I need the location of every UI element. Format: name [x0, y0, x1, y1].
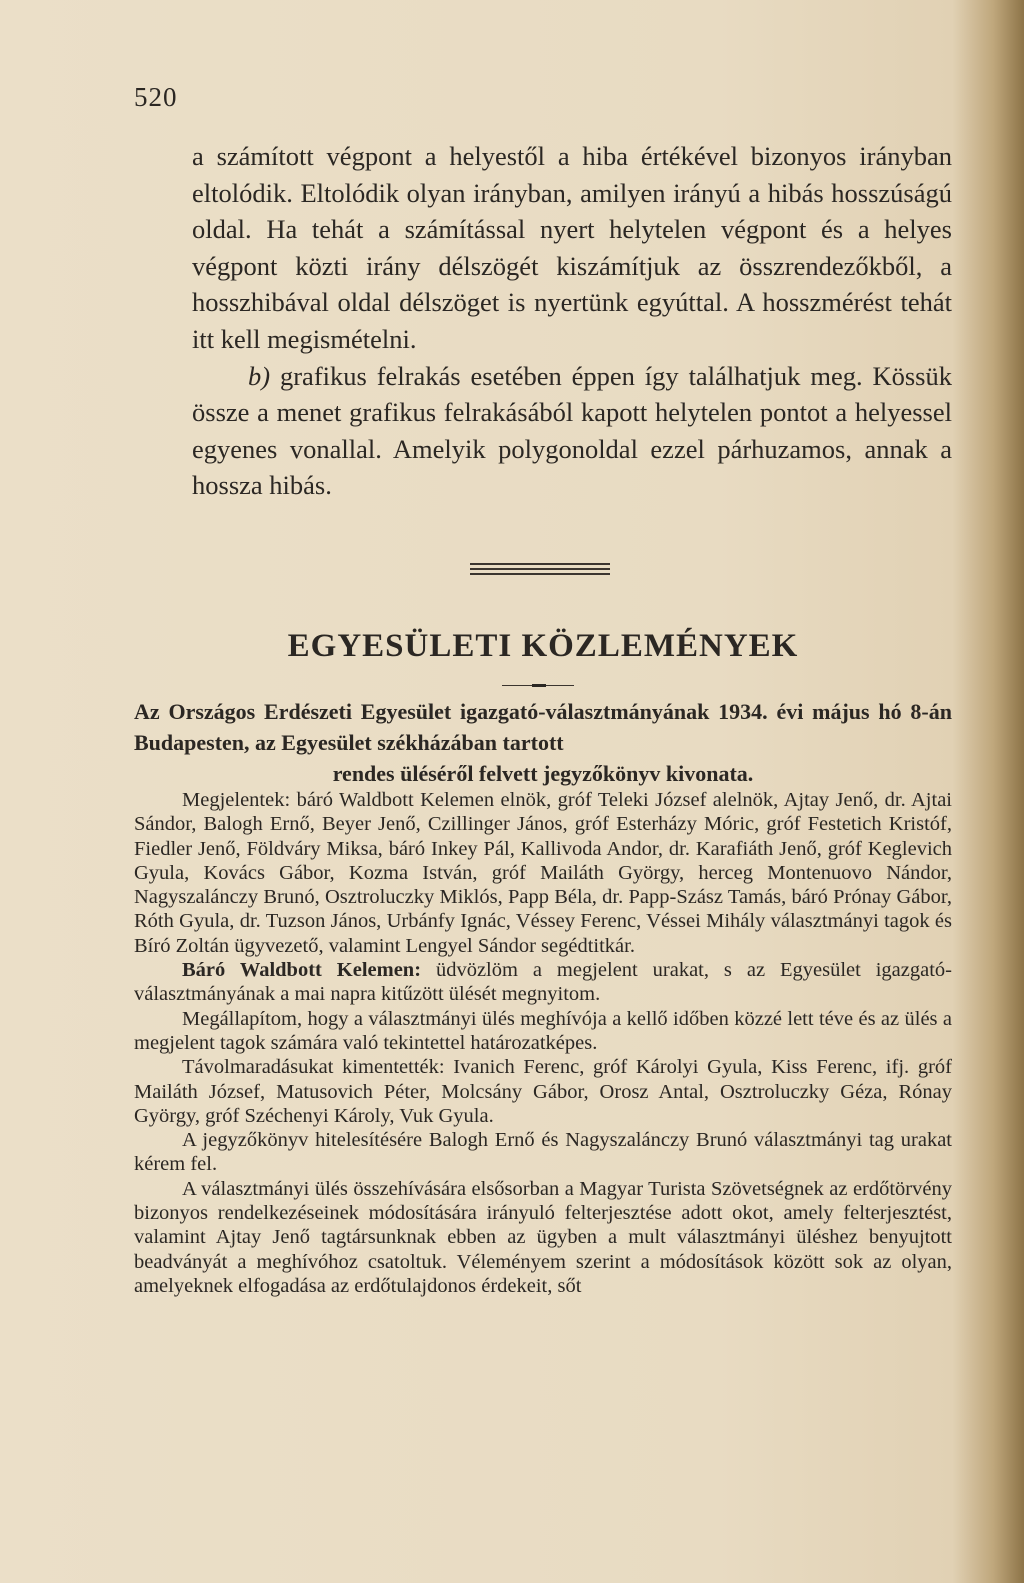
continued-text-section — [192, 138, 952, 504]
section-heading: EGYESÜLETI KÖZLEMÉNYEK — [287, 628, 799, 664]
quorum-paragraph: Megállapítom, hogy a választmányi ülés meghívója a kellő időben közzé lett téve és az ülés a megjelent tagok számára való tekintettel határozatképes. — [134, 1007, 952, 1054]
heading-ornament — [502, 684, 574, 688]
paragraph-b — [192, 358, 952, 504]
minutes-body — [134, 788, 952, 1298]
opening-paragraph — [134, 958, 952, 1007]
paragraph-b-text: grafikus felrakás esetében éppen így találhatjuk meg. Kössük össze a menet grafikus felrakásából kapott helytelen pontot a helyessel egyenes vonallal. Amelyik polygonoldal ezzel párhuzamos, annak a hossza hibás. — [192, 360, 952, 501]
subheading-line-2: rendes üléséről felvett jegyzőkönyv kivonata. — [332, 761, 754, 786]
authentication-paragraph: A jegyzőkönyv hitelesítésére Balogh Ernő és Nagyszalánczy Brunó választmányi tag urakat kérem fel. — [134, 1129, 952, 1176]
attendees-paragraph: Megjelentek: báró Waldbott Kelemen elnök, gróf Teleki József alelnök, Ajtay Jenő, dr. Ajtai Sándor, Balogh Ernő, Beyer Jenő, Czillinger János, gróf Esterházy Móric, gróf Festetich Kristóf, Fiedler Jenő, Földváry Miksa, báró Inkey Pál, Kallivoda Andor, dr. Karafiáth Jenő, gróf Keglevich Gyula, Kovács Gábor, Kozma István, gróf Mailáth György, herceg Montenuovo Nándor, Nagyszalánczy Brunó, Osztroluczky Miklós, Papp Béla, dr. Papp-Szász Tamás, báró Prónay Gábor, Róth Gyula, dr. Tuzson János, Urbánfy Ignác, Véssey Ferenc, Véssei Mihály választmányi tagok és Bíró Zoltán ügyvezető, valamint Lengyel Sándor segédtitkár. — [134, 789, 952, 957]
speaker-name: Báró Waldbott Kelemen: — [182, 959, 422, 982]
paragraph-continuation: a számított végpont a helyestől a hiba értékével bizonyos irányban eltolódik. Eltolódik olyan irányban, amilyen irányú a hibás hosszúságú oldal. Ha tehát a számítással nyert helytelen végpont és a helyes végpont közti irány délszögét kiszámítjuk az összrendezőkből, a hosszhibával oldal délszöget is nyertünk egyúttal. A hosszmérést tehát itt kell megismételni. — [192, 141, 952, 354]
section-divider — [470, 563, 610, 578]
paragraph-b-label: b) — [248, 360, 271, 391]
subheading-line-1: Az Országos Erdészeti Egyesület igazgató-választmányának 1934. évi május hó 8-án Budapesten, az Egyesület székházában tartott — [134, 699, 952, 755]
minutes-subheading — [134, 696, 952, 789]
page-number: 520 — [134, 82, 178, 112]
opening-text: üdvözlöm a megjelent urakat, s az Egyesület igazgató-választmányának a mai napra kitűzött ülését megnyitom. — [134, 959, 952, 1006]
agenda-paragraph: A választmányi ülés összehívására elsősorban a Magyar Turista Szövetségnek az erdőtörvény bizonyos rendelkezéseinek módosítására irányuló felterjesztése adott okot, amely felterjesztést, valamint Ajtay Jenő tagtársunknak ebben az ügyben a mult választmányi üléshez benyujtott beadványát a meghívóhoz csatoltuk. Véleményem szerint a módosítások között sok az olyan, amelyeknek elfogadása az erdőtulajdonos érdekeit, sőt — [134, 1177, 952, 1297]
absentees-paragraph: Távolmaradásukat kimentették: Ivanich Ferenc, gróf Károlyi Gyula, Kiss Ferenc, ifj. gróf Mailáth József, Matusovich Péter, Molcsány Gábor, Orosz Antal, Osztroluczky Géza, Rónay György, gróf Széchenyi Károly, Vuk Gyula. — [134, 1056, 952, 1127]
